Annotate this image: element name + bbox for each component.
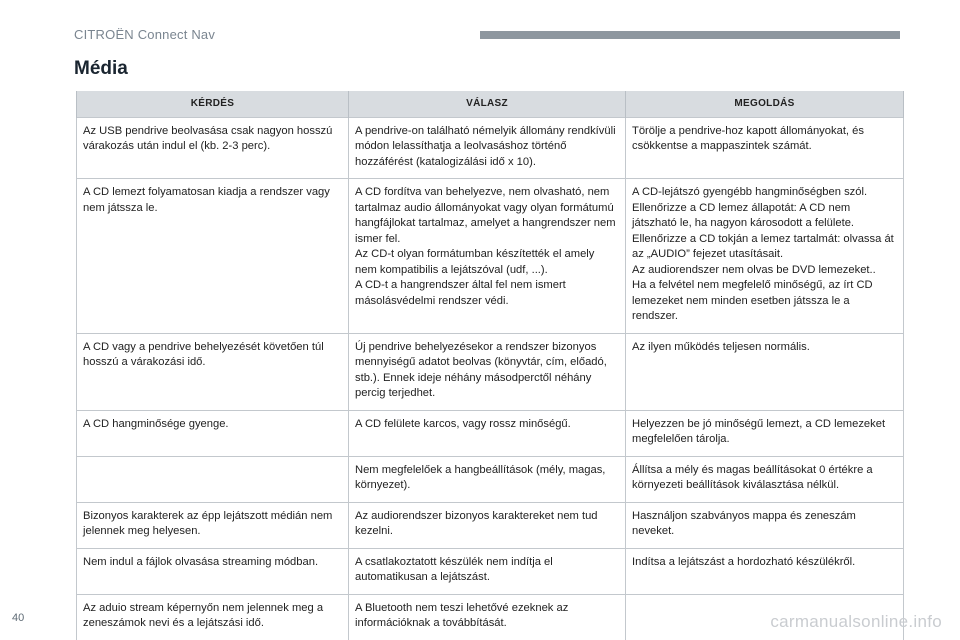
table-header-row <box>77 91 904 117</box>
brand-name: CITROËN Connect Nav <box>74 27 216 42</box>
watermark-text: carmanualsonline.info <box>770 612 942 631</box>
solution-cell <box>626 410 904 456</box>
answer-cell <box>349 502 626 548</box>
answer-cell <box>349 548 626 594</box>
answer-cell <box>349 333 626 410</box>
question-cell-text: Bizonyos karakterek az épp lejátszott médián nem jelennek meg helyesen. <box>83 509 333 537</box>
question-cell-text: Az aduio stream képernyőn nem jelennek meg a zeneszámok nevi és a lejátszási idő. <box>83 601 324 629</box>
question-cell-text: A CD vagy a pendrive behelyezését követően túl hosszú a várakozási idő. <box>83 340 324 368</box>
solution-cell-text: A CD-lejátszó gyengébb hangminőségben szól. Ellenőrizze a CD lemez állapotát: A CD nem játszható le, ha nagyon károsodott a felülete. Ellenőrizze a CD tokján a lemez tartalmát: olvassa át az „AUDIO” fejezet utasításait. Az audiorendszer nem olvas be DVD lemezeket.. Ha a felvétel nem megfelelő minőségű, az írt CD lemezeket nem minden esetben játssza le a rendszer. <box>632 186 894 322</box>
answer-cell-text: A CD fordítva van behelyezve, nem olvasható, nem tartalmaz audio állományokat vagy olyan formátumú hangfájlokat tartalmaz, amelyet a hangrendszer nem ismer fel. Az CD-t olyan formátumban készítették el amely nem kompatibilis a lejátszóval (udf, ...). A CD-t a hangrendszer által fel nem ismert másolásvédelmi rendszer védi. <box>355 186 616 307</box>
question-cell <box>77 548 349 594</box>
question-cell <box>77 333 349 410</box>
answer-cell-text: Új pendrive behelyezésekor a rendszer bizonyos mennyiségű adatot beolvas (könyvtár, cím, előadó, stb.). Ennek ideje néhány másodperctől néhány percig terjedhet. <box>355 340 607 399</box>
question-cell <box>77 410 349 456</box>
question-cell-text: Nem indul a fájlok olvasása streaming módban. <box>83 555 319 568</box>
page-number: 40 <box>12 612 25 624</box>
table-row <box>77 548 904 594</box>
answer-cell <box>349 456 626 502</box>
answer-cell-text: Nem megfelelőek a hangbeállítások (mély, magas, környezet). <box>355 463 606 491</box>
answer-cell <box>349 594 626 640</box>
solution-cell <box>626 179 904 334</box>
table-row <box>77 456 904 502</box>
question-cell <box>77 179 349 334</box>
answer-cell <box>349 117 626 179</box>
solution-cell <box>626 117 904 179</box>
answer-cell-text: Az audiorendszer bizonyos karaktereket nem tud kezelni. <box>355 509 598 537</box>
solution-cell <box>626 548 904 594</box>
question-cell <box>77 594 349 640</box>
solution-cell-text: Helyezzen be jó minőségű lemezt, a CD lemezeket megfelelően tárolja. <box>632 417 886 445</box>
column-header-question: KÉRDÉS <box>77 91 349 117</box>
solution-cell-text: Törölje a pendrive-hoz kapott állományokat, és csökkentse a mappaszintek számát. <box>632 124 864 152</box>
question-cell-text: A CD lemezt folyamatosan kiadja a rendszer vagy nem játssza le. <box>83 186 330 214</box>
question-cell <box>77 117 349 179</box>
question-cell <box>77 456 349 502</box>
table-row <box>77 410 904 456</box>
question-cell-text: A CD hangminősége gyenge. <box>83 417 229 430</box>
solution-cell-text: Indítsa a lejátszást a hordozható készülékről. <box>632 555 856 568</box>
column-header-answer: VÁLASZ <box>349 91 626 117</box>
answer-cell-text: A CD felülete karcos, vagy rossz minőségű. <box>355 417 571 430</box>
table-row <box>77 117 904 179</box>
table-body <box>77 117 904 640</box>
solution-cell-text: Használjon szabványos mappa és zeneszám neveket. <box>632 509 856 537</box>
answer-cell-text: A pendrive-on található némelyik állomány rendkívüli módon lelassíthatja a leolvasáshoz történő hozzáférést (katalogizálási idő x 10). <box>355 124 616 168</box>
table-row <box>77 179 904 334</box>
table-row <box>77 333 904 410</box>
page-title: Média <box>74 58 128 79</box>
table-row <box>77 502 904 548</box>
answer-cell-text: A Bluetooth nem teszi lehetővé ezeknek az információknak a továbbítását. <box>355 601 569 629</box>
question-cell <box>77 502 349 548</box>
solution-cell-text: Állítsa a mély és magas beállításokat 0 értékre a környezeti beállítások kiválasztása nélkül. <box>632 463 873 491</box>
troubleshooting-table <box>76 91 904 640</box>
answer-cell <box>349 179 626 334</box>
solution-cell <box>626 502 904 548</box>
answer-cell-text: A csatlakoztatott készülék nem indítja el automatikusan a lejátszást. <box>355 555 553 583</box>
question-cell-text: Az USB pendrive beolvasása csak nagyon hosszú várakozás után indul el (kb. 2-3 perc). <box>83 124 333 152</box>
answer-cell <box>349 410 626 456</box>
solution-cell <box>626 456 904 502</box>
column-header-solution: MEGOLDÁS <box>626 91 904 117</box>
troubleshooting-table-container <box>76 91 903 640</box>
header-bar <box>480 31 900 39</box>
solution-cell <box>626 333 904 410</box>
solution-cell-text: Az ilyen működés teljesen normális. <box>632 340 810 353</box>
